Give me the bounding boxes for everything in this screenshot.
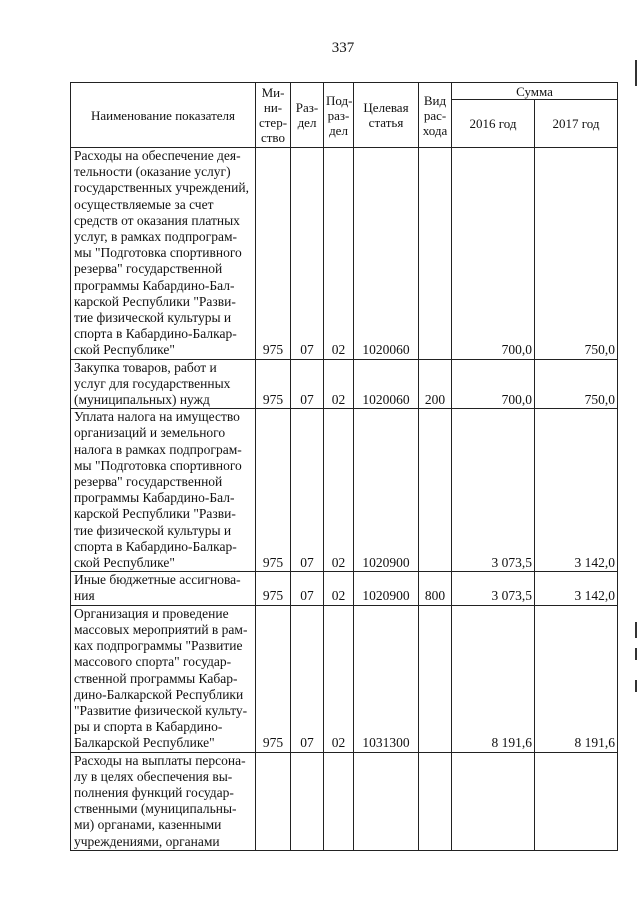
margin-mark — [635, 680, 637, 692]
header-subsection: Под- раз- дел — [324, 83, 354, 148]
row-section: 07 — [291, 572, 324, 605]
row-subsection — [324, 752, 354, 850]
row-target — [354, 752, 419, 850]
row-target: 1020060 — [354, 359, 419, 409]
table-row — [71, 409, 618, 572]
row-ministry: 975 — [256, 148, 291, 360]
row-section: 07 — [291, 359, 324, 409]
row-expense-type — [419, 752, 452, 850]
table-row — [71, 359, 618, 409]
row-ministry: 975 — [256, 605, 291, 752]
row-ministry: 975 — [256, 359, 291, 409]
header-sum: Сумма — [452, 83, 618, 100]
row-ministry: 975 — [256, 409, 291, 572]
row-expense-type: 800 — [419, 572, 452, 605]
row-expense-type: 200 — [419, 359, 452, 409]
row-expense-type — [419, 605, 452, 752]
row-subsection: 02 — [324, 605, 354, 752]
table-row — [71, 605, 618, 752]
row-section: 07 — [291, 409, 324, 572]
header-year-2017: 2017 год — [535, 100, 618, 148]
row-subsection: 02 — [324, 148, 354, 360]
row-target: 1020900 — [354, 409, 419, 572]
margin-mark — [635, 622, 637, 638]
row-sum-2017: 8 191,6 — [535, 605, 618, 752]
row-sum-2016: 3 073,5 — [452, 409, 535, 572]
budget-table — [70, 82, 618, 851]
row-name: Иные бюджетные ассигнова- ния — [71, 572, 256, 605]
row-sum-2017: 750,0 — [535, 148, 618, 360]
row-sum-2017: 750,0 — [535, 359, 618, 409]
header-target: Целевая статья — [354, 83, 419, 148]
margin-mark — [635, 648, 637, 660]
row-sum-2016: 700,0 — [452, 148, 535, 360]
row-sum-2016: 3 073,5 — [452, 572, 535, 605]
header-year-2016: 2016 год — [452, 100, 535, 148]
row-section: 07 — [291, 605, 324, 752]
row-subsection: 02 — [324, 409, 354, 572]
row-section: 07 — [291, 148, 324, 360]
row-ministry: 975 — [256, 572, 291, 605]
header-expense-type: Вид рас- хода — [419, 83, 452, 148]
row-section — [291, 752, 324, 850]
row-target: 1031300 — [354, 605, 419, 752]
row-ministry — [256, 752, 291, 850]
table-row — [71, 572, 618, 605]
row-subsection: 02 — [324, 572, 354, 605]
row-sum-2016: 8 191,6 — [452, 605, 535, 752]
margin-mark — [635, 60, 637, 86]
row-name: Уплата налога на имущество организаций и земельного налога в рамках подпрограм- мы "Подготовка спортивного резерва" государственной программы Кабардино-Бал- карской Республики "Разви- тие физической культуры и спорта в Кабардино-Балкар- ской Республике" — [71, 409, 256, 572]
header-name: Наименование показателя — [71, 83, 256, 148]
row-sum-2016: 700,0 — [452, 359, 535, 409]
table-row — [71, 148, 618, 360]
row-target: 1020060 — [354, 148, 419, 360]
row-sum-2017: 3 142,0 — [535, 409, 618, 572]
row-name: Организация и проведение массовых мероприятий в рам- ках подпрограммы "Развитие массового спорта" государ- ственной программы Кабар- дино-Балкарской Республики "Развитие физической культу- ры и спорта в Кабардино- Балкарской Республике" — [71, 605, 256, 752]
row-target: 1020900 — [354, 572, 419, 605]
row-sum-2017: 3 142,0 — [535, 572, 618, 605]
row-subsection: 02 — [324, 359, 354, 409]
table-row — [71, 752, 618, 850]
row-expense-type — [419, 409, 452, 572]
header-section: Раз- дел — [291, 83, 324, 148]
header-ministry: Ми- ни- стер- ство — [256, 83, 291, 148]
row-name: Расходы на выплаты персона- лу в целях обеспечения вы- полнения функций государ- ственными (муниципальны- ми) органами, казенными учреждениями, органами — [71, 752, 256, 850]
page-number: 337 — [331, 40, 355, 56]
row-name: Расходы на обеспечение дея- тельности (оказание услуг) государственных учреждений, осуществляемые за счет средств от оказания платных услуг, в рамках подпрограм- мы "Подготовка спортивного резерва" государственной программы Кабардино-Бал- карской Республики "Разви- тие физической культуры и спорта в Кабардино-Балкар- ской Республике" — [71, 148, 256, 360]
row-sum-2017 — [535, 752, 618, 850]
row-sum-2016 — [452, 752, 535, 850]
row-name: Закупка товаров, работ и услуг для государственных (муниципальных) нужд — [71, 359, 256, 409]
row-expense-type — [419, 148, 452, 360]
